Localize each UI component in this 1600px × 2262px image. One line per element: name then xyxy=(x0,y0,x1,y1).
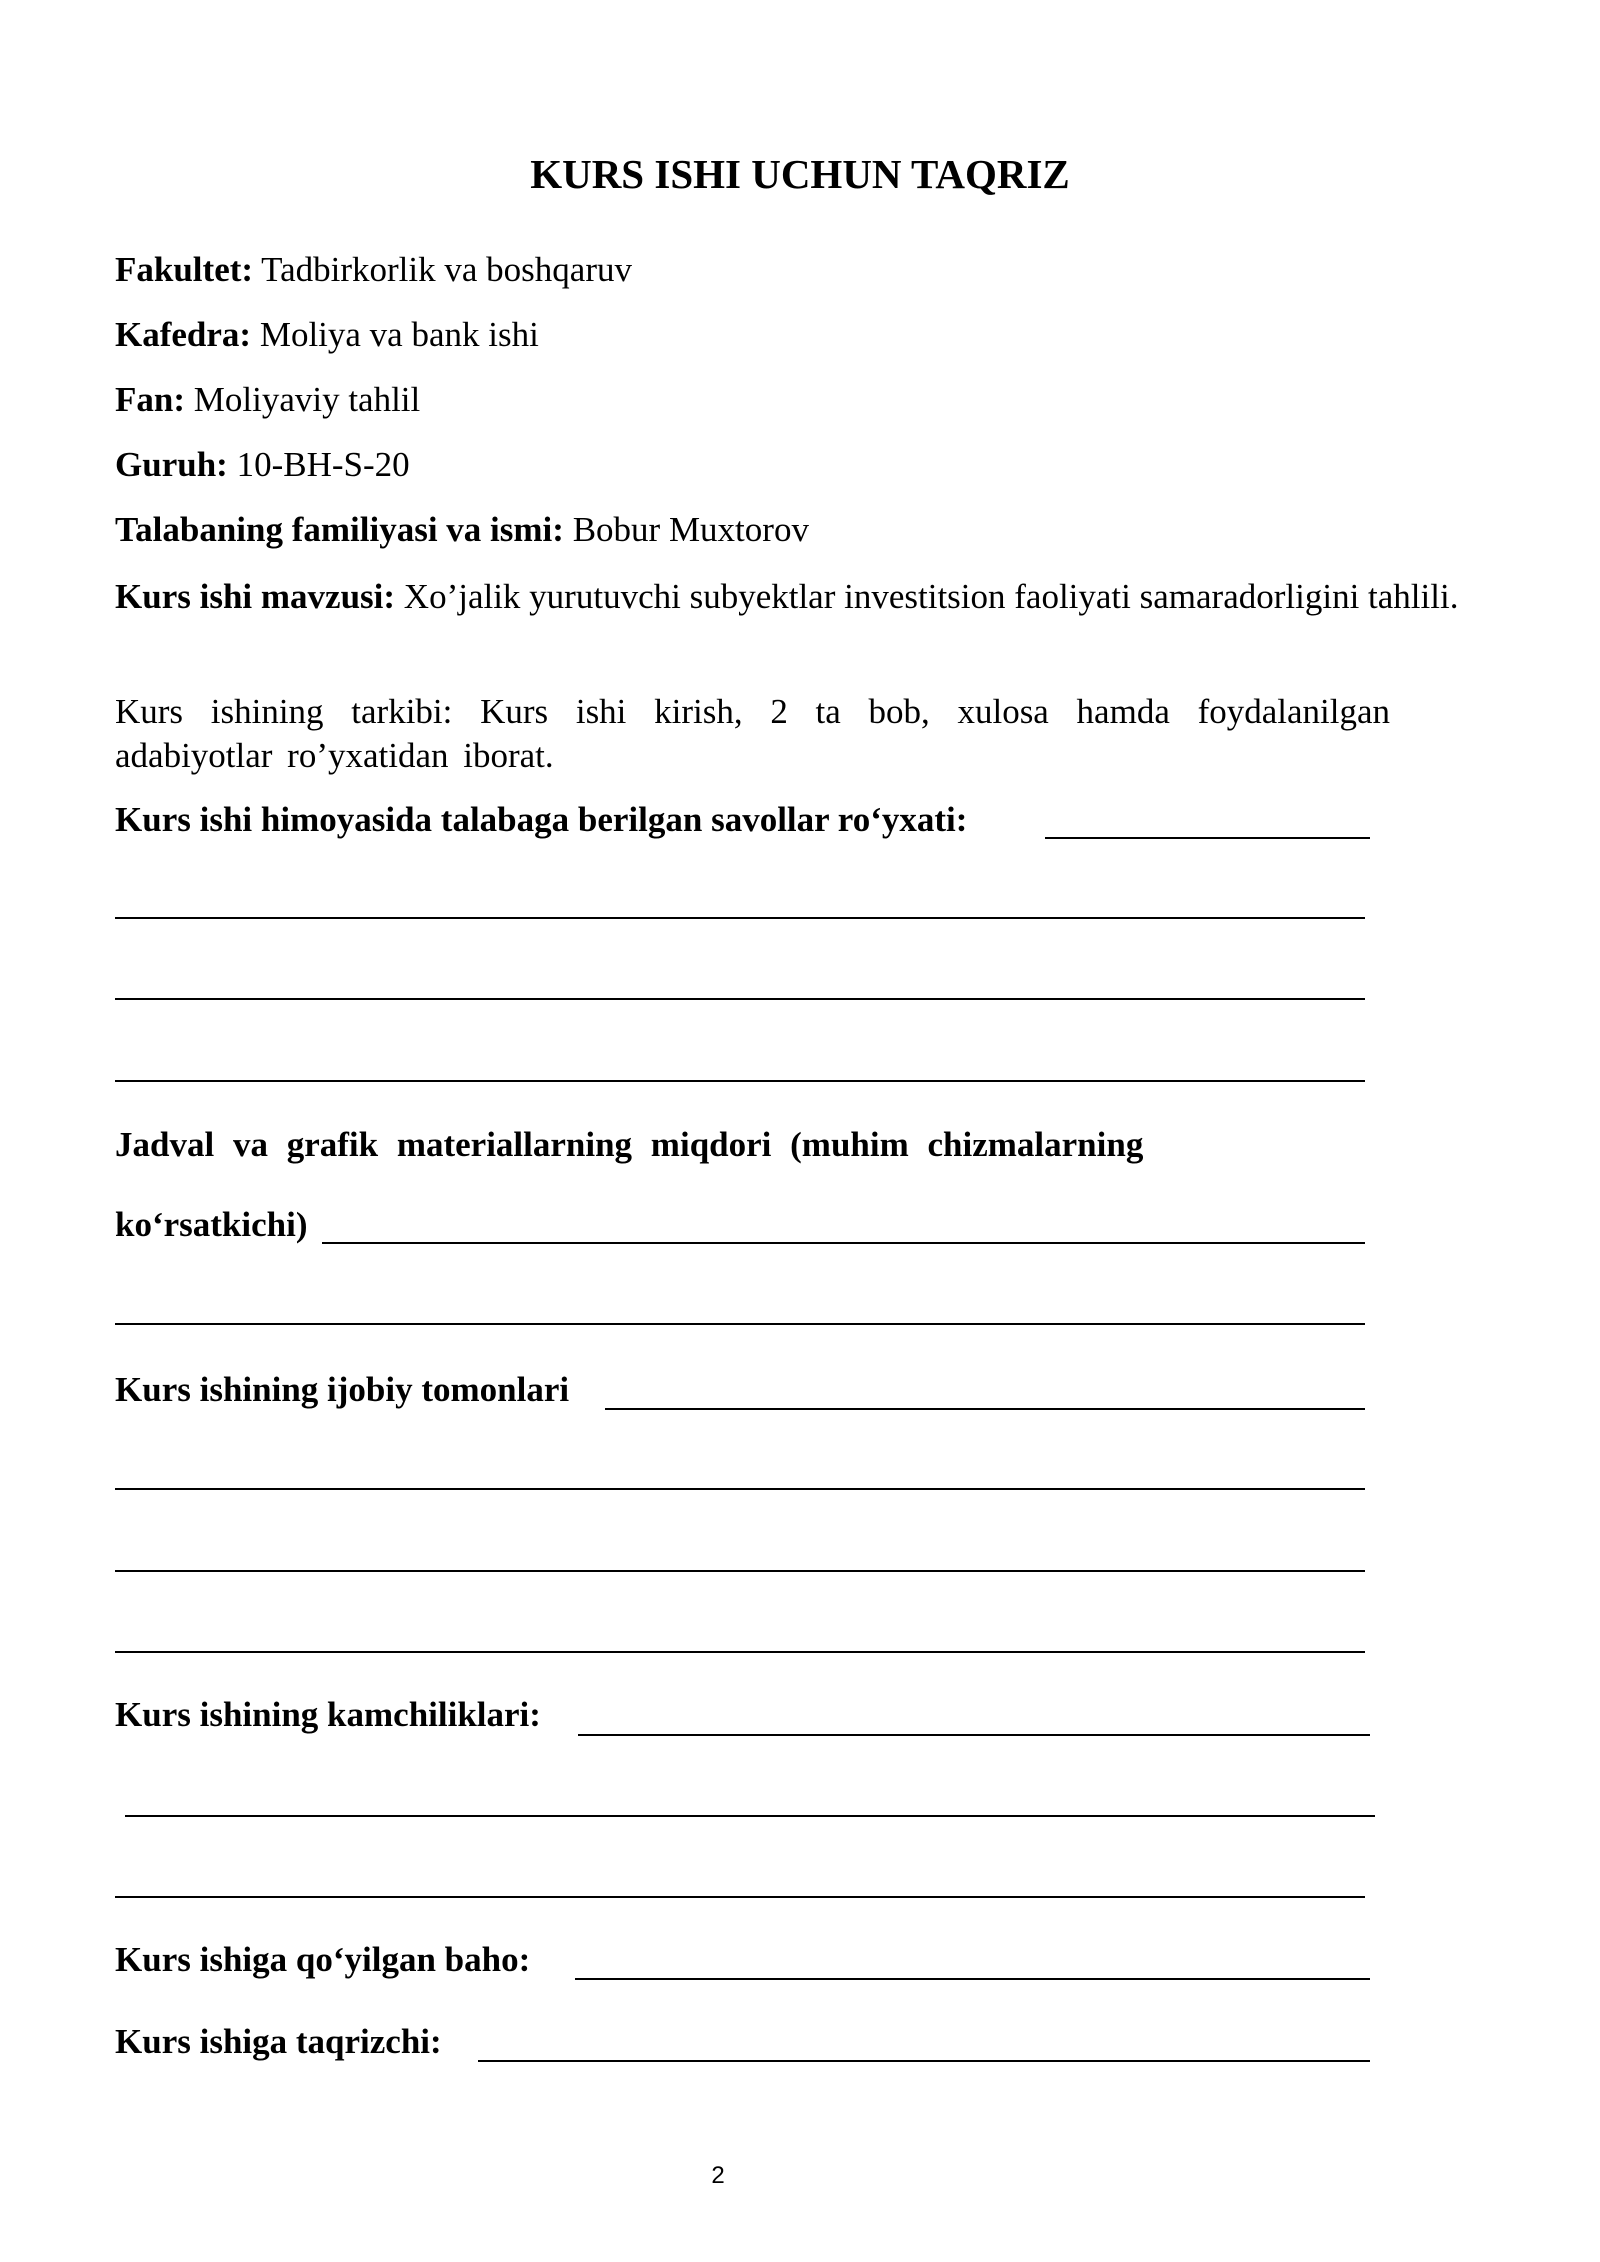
jadval-heading: Jadval va grafik materiallarning miqdori (muhim chizmalarning xyxy=(115,1125,1144,1164)
baho-heading: Kurs ishiga qo‘yilgan baho: xyxy=(115,1940,531,1979)
field-value: Tadbirkorlik va boshqaruv xyxy=(261,250,632,289)
page-number: 2 xyxy=(711,2162,725,2189)
kamchilik-answer-line[interactable] xyxy=(578,1734,1370,1736)
jadval-answer-line[interactable] xyxy=(322,1242,1365,1244)
field-label: Kurs ishi mavzusi: xyxy=(115,577,396,616)
kamchilik-heading: Kurs ishining kamchiliklari: xyxy=(115,1695,541,1734)
baho-answer-line[interactable] xyxy=(575,1978,1370,1980)
field-value: 10-BH-S-20 xyxy=(236,445,410,484)
blank-line[interactable] xyxy=(115,1651,1365,1653)
blank-line[interactable] xyxy=(115,1323,1365,1325)
savollar-answer-line[interactable] xyxy=(1045,837,1370,839)
field-value: Moliya va bank ishi xyxy=(259,315,539,354)
field-guruh xyxy=(115,445,410,485)
field-label: Talabaning familiyasi va ismi: xyxy=(115,510,564,549)
page-title: KURS ISHI UCHUN TAQRIZ xyxy=(530,151,1070,197)
field-label: Fan: xyxy=(115,380,185,419)
ijobiy-heading: Kurs ishining ijobiy tomonlari xyxy=(115,1370,570,1409)
field-mavzu xyxy=(115,575,1465,619)
jadval-heading-cont: ko‘rsatkichi) xyxy=(115,1205,308,1244)
taqrizchi-heading: Kurs ishiga taqrizchi: xyxy=(115,2022,442,2061)
field-label: Guruh: xyxy=(115,445,228,484)
blank-line[interactable] xyxy=(125,1815,1375,1817)
field-fan xyxy=(115,380,420,420)
field-value: Xo’jalik yurutuvchi subyektlar investitsion faoliyati samaradorligini tahlili. xyxy=(403,577,1459,616)
field-value: Moliyaviy tahlil xyxy=(193,380,421,419)
blank-line[interactable] xyxy=(115,1488,1365,1490)
field-talaba xyxy=(115,510,809,550)
field-fakultet xyxy=(115,250,632,290)
taqrizchi-answer-line[interactable] xyxy=(478,2060,1370,2062)
blank-line[interactable] xyxy=(115,917,1365,919)
field-label: Kafedra: xyxy=(115,315,252,354)
blank-line[interactable] xyxy=(115,1570,1365,1572)
blank-line[interactable] xyxy=(115,1896,1365,1898)
tarkibi-paragraph: Kurs ishining tarkibi: Kurs ishi kirish, 2 ta bob, xulosa hamda foydalanilgan adabiyotlar ro’yxatidan iborat. xyxy=(115,692,1390,775)
blank-line[interactable] xyxy=(115,998,1365,1000)
field-kafedra xyxy=(115,315,539,355)
ijobiy-answer-line[interactable] xyxy=(605,1408,1365,1410)
savollar-heading: Kurs ishi himoyasida talabaga berilgan savollar ro‘yxati: xyxy=(115,800,968,839)
field-label: Fakultet: xyxy=(115,250,254,289)
field-value: Bobur Muxtorov xyxy=(572,510,809,549)
blank-line[interactable] xyxy=(115,1080,1365,1082)
